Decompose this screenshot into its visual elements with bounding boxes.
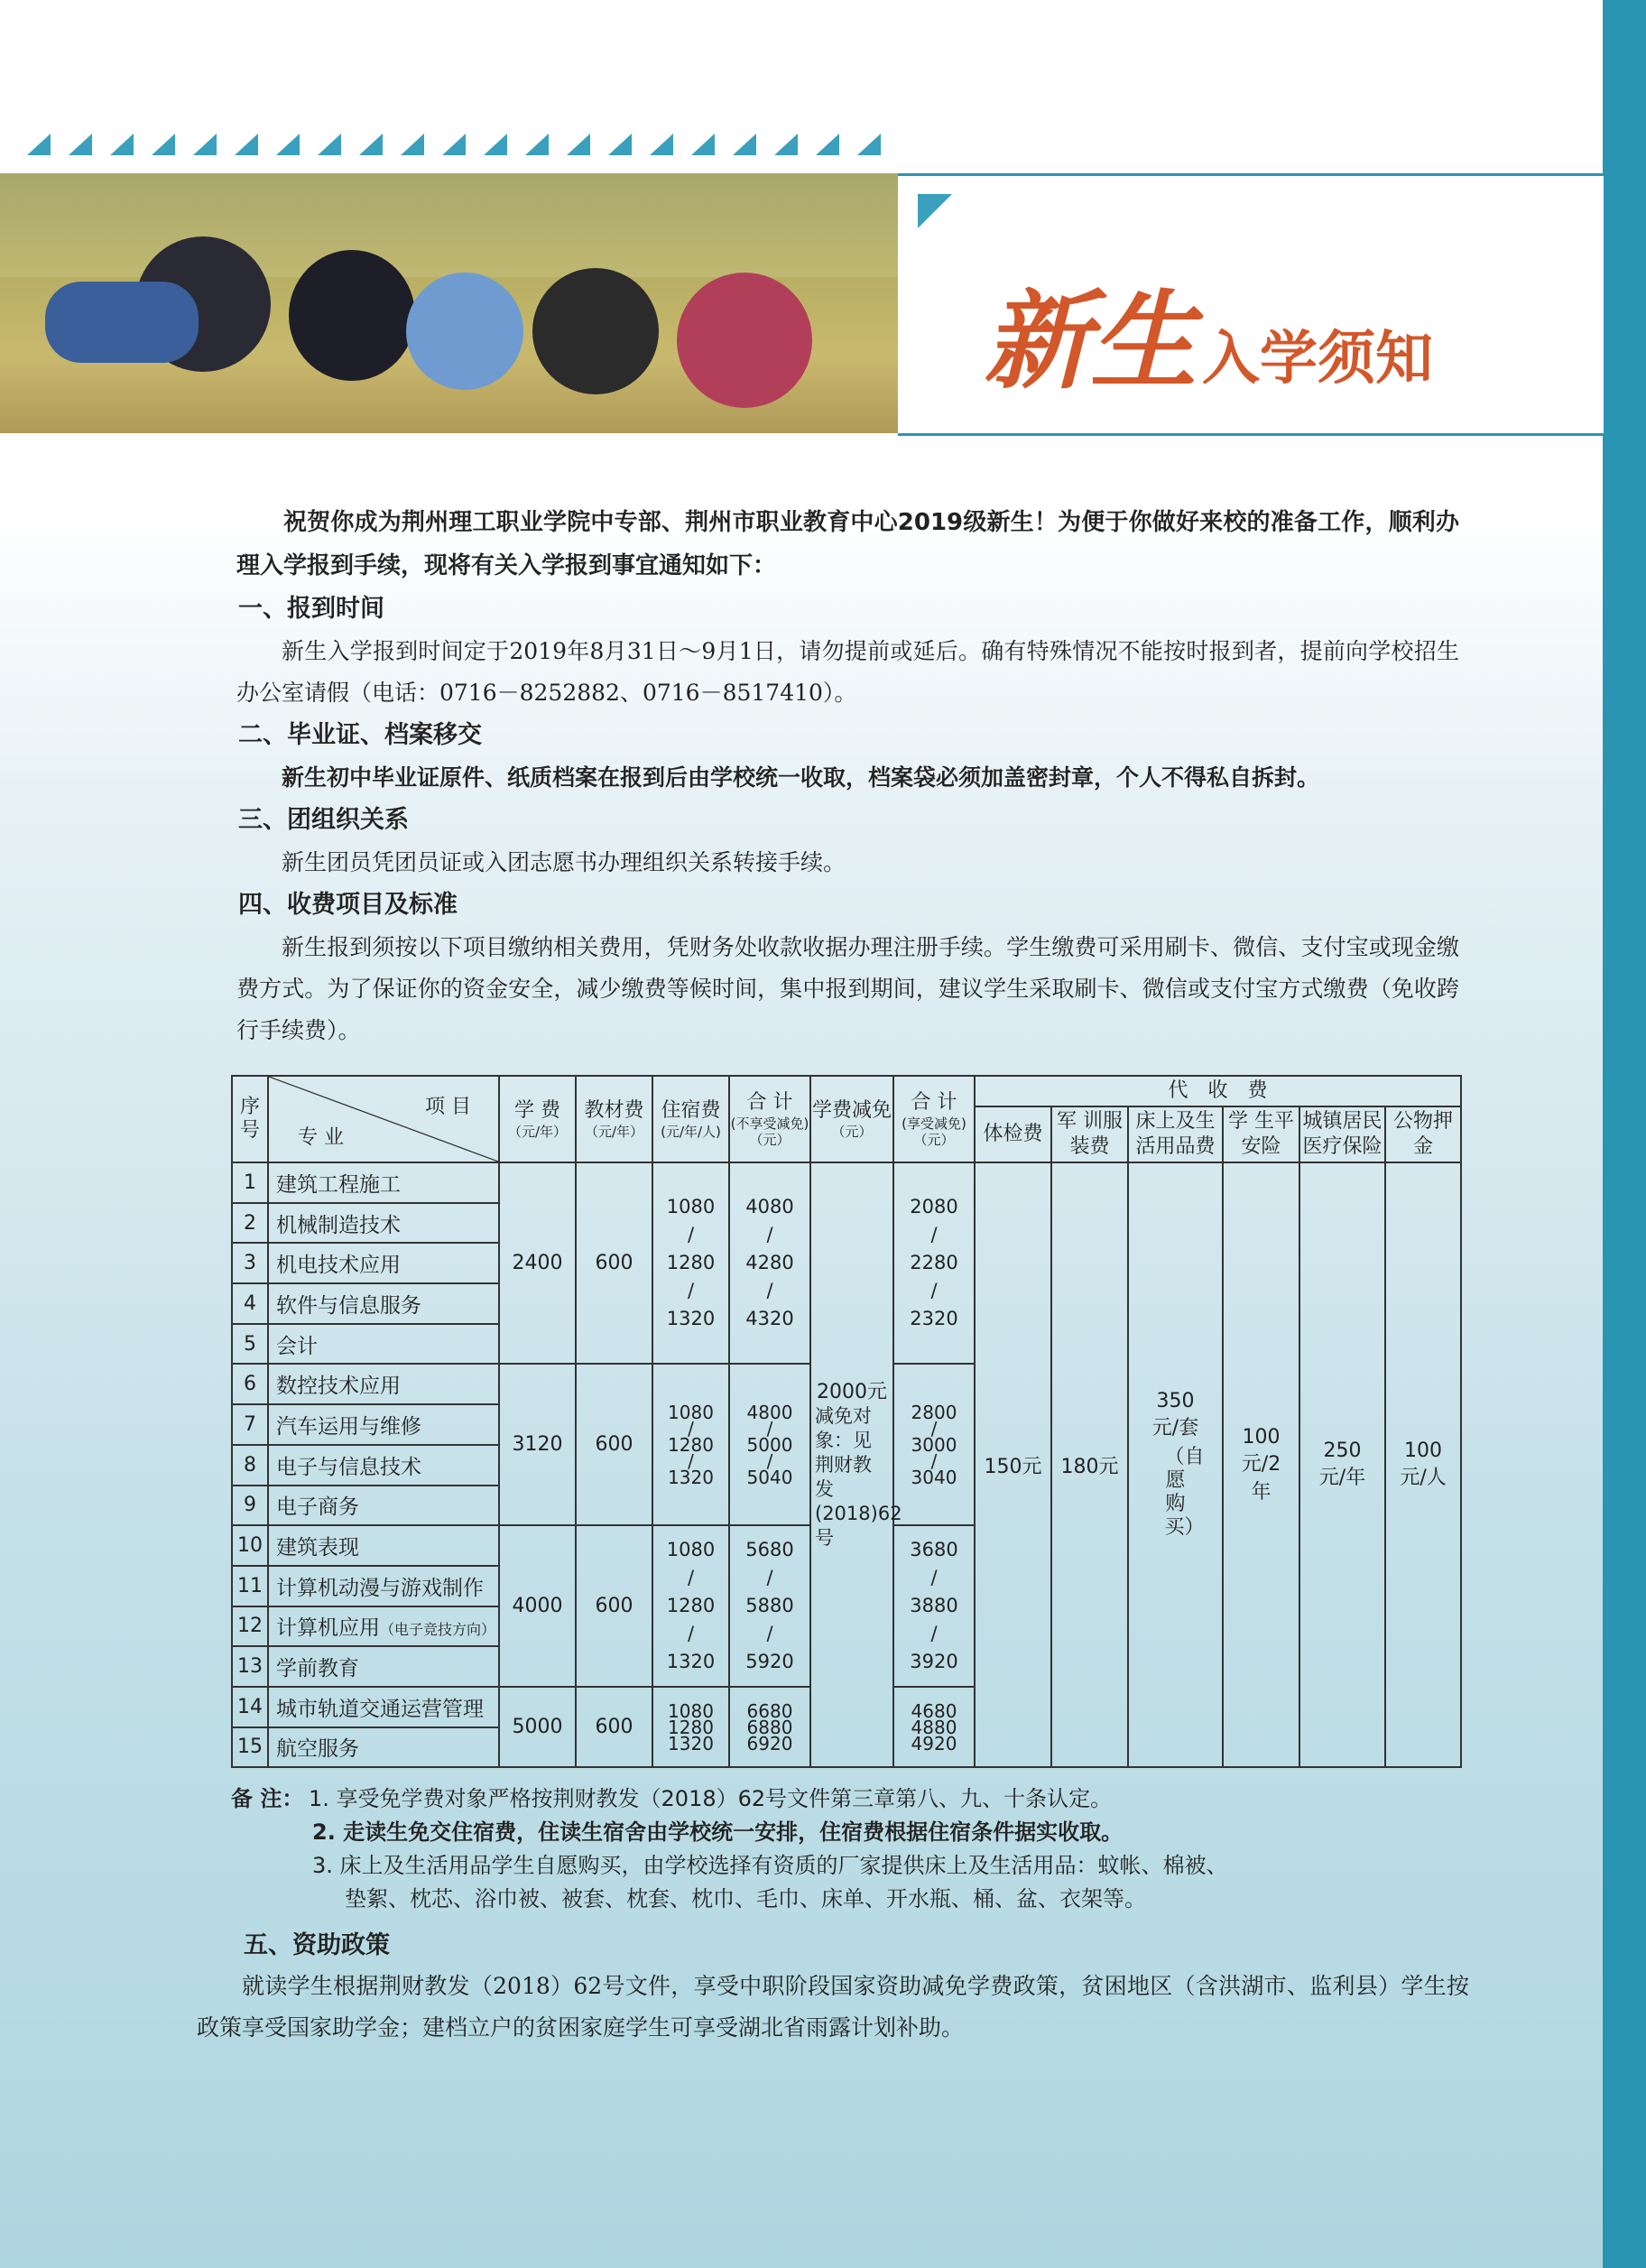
dorm-cell-line: / — [687, 1567, 695, 1589]
triangle-decoration — [774, 134, 798, 155]
row-seq: 10 — [232, 1525, 268, 1566]
bedding-price: 350元/套 — [1151, 1390, 1199, 1440]
section-body: 新生团员凭团员证或入团志愿书办理组织关系转接手续。 — [282, 849, 846, 875]
total-waiver-cell-line: / — [930, 1280, 938, 1302]
row-seq: 11 — [232, 1566, 268, 1606]
row-major — [268, 1404, 499, 1445]
total-no-waiver-cell — [729, 1687, 810, 1767]
main-text — [236, 501, 1459, 1051]
header-major: 专 业 — [298, 1126, 344, 1149]
triangle-decoration — [608, 134, 632, 155]
header-seq: 序号 — [232, 1076, 268, 1162]
major-name: 汽车运用与维修 — [276, 1414, 421, 1439]
side-accent-bar — [1603, 0, 1646, 2268]
row-major — [268, 1324, 499, 1365]
total-waiver-cell — [893, 1687, 975, 1767]
deposit-cell-text: 100元/人 — [1400, 1439, 1447, 1490]
row-major — [268, 1727, 499, 1768]
row-major — [268, 1486, 499, 1526]
total-waiver-cell-line: 3920 — [910, 1651, 958, 1673]
row-seq: 14 — [232, 1687, 268, 1727]
major-name: 航空服务 — [276, 1737, 359, 1762]
row-seq: 13 — [232, 1646, 268, 1687]
insurance-cell — [1223, 1162, 1299, 1767]
section-body: 新生入学报到时间定于2019年8月31日～9月1日，请勿提前或延后。确有特殊情况不能按时报到者，提前向学校招生办公室请假（电话：0716－8252882、0716－8517410）。 — [236, 638, 1459, 706]
note-row — [231, 1782, 1494, 1816]
dorm-cell — [652, 1162, 729, 1364]
tuition-cell: 2400 — [499, 1162, 576, 1364]
total-no-waiver-cell-line: 4280 — [745, 1252, 794, 1274]
total-no-waiver-cell-line: / — [766, 1449, 773, 1472]
header-total-waiver: 合 计 (享受减免) （元） — [893, 1076, 975, 1162]
dorm-cell-line: 1320 — [668, 1466, 714, 1488]
note-2: 2. 走读生免交住宿费，住读生宿舍由学校统一安排，住宿费根据住宿条件据实收取。 — [312, 1819, 1124, 1845]
total-waiver-cell-line: 4880 — [911, 1716, 957, 1738]
dorm-cell — [652, 1687, 729, 1767]
total-no-waiver-cell-line: 6680 — [746, 1699, 793, 1722]
total-no-waiver-cell-line: 5040 — [746, 1466, 793, 1488]
row-major — [268, 1445, 499, 1486]
header-photo — [0, 173, 898, 433]
total-waiver-cell-line: / — [930, 1567, 938, 1589]
dorm-cell-line: 1280 — [666, 1252, 716, 1274]
header-total-no-waiver: 合 计 (不享受减免) （元） — [729, 1076, 810, 1162]
total-waiver-cell-line: 3000 — [911, 1433, 957, 1456]
dorm-cell-line: 1280 — [666, 1595, 716, 1617]
total-no-waiver-cell-line: 5920 — [745, 1651, 794, 1673]
row-major — [268, 1203, 499, 1244]
total-no-waiver-cell-line: 4080 — [745, 1196, 794, 1218]
section-heading: 二、毕业证、档案移交 — [238, 721, 482, 749]
waiver-note: 减免对象：见荆财教发(2018)62号 — [815, 1404, 902, 1549]
total-no-waiver-cell-line: 4320 — [745, 1308, 794, 1330]
total-waiver-cell-line: 3880 — [910, 1595, 958, 1617]
triangle-decoration — [691, 134, 715, 155]
triangle-decoration — [318, 134, 341, 155]
triangle-decoration — [857, 134, 881, 155]
dorm-cell-line: / — [688, 1449, 694, 1472]
title-triangle-decoration — [918, 194, 952, 228]
section-heading: 三、团组织关系 — [238, 806, 409, 834]
insurance-cell-text: 100元/2年 — [1241, 1425, 1281, 1504]
page-title — [984, 255, 1433, 409]
triangle-decoration-row — [27, 134, 893, 157]
total-waiver-cell-line: / — [930, 1224, 938, 1246]
total-waiver-cell — [893, 1364, 975, 1525]
total-waiver-cell-line: 2080 — [910, 1196, 958, 1218]
header-item: 项 目 — [425, 1096, 471, 1118]
triangle-decoration — [359, 134, 383, 155]
uniform-cell: 180元 — [1051, 1162, 1128, 1767]
header-uniform: 军 训服装费 — [1051, 1106, 1128, 1162]
books-cell: 600 — [576, 1525, 652, 1687]
total-no-waiver-cell-line: / — [766, 1224, 773, 1246]
books-cell: 600 — [576, 1687, 652, 1767]
header-bedding: 床上及生活用品费 — [1128, 1106, 1223, 1162]
dorm-cell-line: / — [687, 1623, 695, 1645]
total-waiver-cell-line: 3680 — [910, 1539, 958, 1561]
triangle-decoration — [235, 134, 258, 155]
note-3a: 3. 床上及生活用品学生自愿购买，由学校选择有资质的厂家提供床上及生活用品：蚊帐、棉被、 — [312, 1853, 1228, 1878]
total-no-waiver-cell-line: 5680 — [745, 1539, 794, 1561]
notes — [231, 1782, 1494, 1916]
header-tuition: 学 费 （元/年） — [499, 1076, 576, 1162]
section-body: 新生报到须按以下项目缴纳相关费用，凭财务处收款收据办理注册手续。学生缴费可采用刷卡、微信、支付宝或现金缴费方式。为了保证你的资金安全，减少缴费等候时间，集中报到期间，建议学生采取刷卡、微信或支付宝方式缴费（免收跨行手续费）。 — [236, 934, 1459, 1043]
dorm-cell-line: 1280 — [668, 1433, 714, 1456]
total-waiver-cell-line: / — [930, 1449, 938, 1472]
major-name: 数控技术应用 — [276, 1375, 401, 1399]
row-major — [268, 1162, 499, 1203]
row-major — [268, 1283, 499, 1324]
total-no-waiver-cell — [729, 1162, 810, 1364]
header-item-major — [268, 1076, 499, 1162]
triangle-decoration — [816, 134, 839, 155]
photo-person — [289, 250, 415, 381]
deposit-cell — [1385, 1162, 1461, 1767]
triangle-decoration — [484, 134, 507, 155]
row-seq: 3 — [232, 1243, 268, 1283]
total-no-waiver-cell-line: 6880 — [746, 1716, 793, 1738]
row-major — [268, 1566, 499, 1606]
header-collected-fees: 代 收 费 — [975, 1076, 1461, 1106]
total-no-waiver-cell-line: / — [766, 1417, 773, 1439]
major-name: 机电技术应用 — [276, 1254, 401, 1278]
total-waiver-cell — [893, 1525, 975, 1687]
section-heading: 一、报到时间 — [238, 595, 384, 623]
bedding-note: （自愿购买） — [1164, 1446, 1205, 1540]
section-heading: 五、资助政策 — [244, 1931, 390, 1959]
row-seq: 5 — [232, 1324, 268, 1365]
tuition-cell: 4000 — [499, 1525, 576, 1687]
row-seq: 15 — [232, 1727, 268, 1768]
major-name: 学前教育 — [276, 1657, 359, 1681]
header-dorm: 住宿费 (元/年/人) — [652, 1076, 729, 1162]
total-no-waiver-cell-line: 5000 — [746, 1433, 793, 1456]
row-major — [268, 1646, 499, 1687]
books-cell: 600 — [576, 1162, 652, 1364]
total-no-waiver-cell-line: 4800 — [746, 1401, 793, 1423]
total-no-waiver-cell-line: 5880 — [745, 1595, 794, 1617]
header-insurance: 学 生平安险 — [1223, 1106, 1299, 1162]
total-waiver-cell-line: 2800 — [911, 1401, 957, 1423]
photo-person — [406, 273, 523, 390]
dorm-cell-line: 1080 — [666, 1539, 716, 1561]
medical-cell — [1299, 1162, 1385, 1767]
intro-paragraph: 祝贺你成为荆州理工职业学院中专部、荆州市职业教育中心2019级新生！为便于你做好来校的准备工作，顺利办理入学报到手续，现将有关入学报到事宜通知如下： — [236, 509, 1459, 579]
total-no-waiver-cell-line: / — [766, 1280, 773, 1302]
row-major — [268, 1525, 499, 1566]
title-box — [898, 173, 1604, 436]
triangle-decoration — [193, 134, 217, 155]
row-seq: 9 — [232, 1486, 268, 1526]
total-no-waiver-cell-line: / — [766, 1567, 773, 1589]
total-no-waiver-cell — [729, 1364, 810, 1525]
triangle-decoration — [27, 134, 51, 155]
dorm-cell-line: 1320 — [666, 1308, 716, 1330]
notes-lead: 备 注： — [231, 1786, 304, 1811]
total-waiver-cell-line: 3040 — [911, 1466, 957, 1488]
total-waiver-cell-line: 4920 — [911, 1732, 957, 1754]
triangle-decoration — [525, 134, 549, 155]
photo-person — [45, 282, 199, 363]
major-name: 软件与信息服务 — [276, 1293, 421, 1318]
tuition-cell: 5000 — [499, 1687, 576, 1767]
row-major — [268, 1606, 499, 1647]
table-row — [232, 1162, 1461, 1203]
major-name: 建筑表现 — [276, 1536, 359, 1560]
triangle-decoration — [401, 134, 424, 155]
total-waiver-cell-line: 4680 — [911, 1699, 957, 1722]
dorm-cell-line: / — [687, 1280, 695, 1302]
waiver-amount: 2000元 — [817, 1380, 887, 1403]
row-major — [268, 1364, 499, 1404]
dorm-cell — [652, 1364, 729, 1525]
triangle-decoration — [650, 134, 673, 155]
section-body: 新生初中毕业证原件、纸质档案在报到后由学校统一收取，档案袋必须加盖密封章，个人不得私自拆封。 — [282, 764, 1320, 791]
page-title-sub: 入学须知 — [1202, 326, 1434, 393]
medical-cell-text: 250元/年 — [1318, 1439, 1366, 1490]
fee-table — [231, 1075, 1462, 1768]
note-3b: 垫絮、枕芯、浴巾被、被套、枕套、枕巾、毛巾、床单、开水瓶、桶、盆、衣架等。 — [345, 1886, 1146, 1912]
row-major — [268, 1243, 499, 1283]
major-name: 会计 — [276, 1334, 318, 1358]
triangle-decoration — [69, 134, 92, 155]
row-seq: 4 — [232, 1283, 268, 1324]
dorm-cell-line: 1280 — [668, 1716, 714, 1738]
triangle-decoration — [152, 134, 175, 155]
dorm-cell — [652, 1525, 729, 1687]
photo-background — [0, 173, 898, 277]
major-name: 建筑工程施工 — [276, 1172, 401, 1197]
header-waiver: 学费减免 （元） — [810, 1076, 893, 1162]
page-title-main: 新生 — [984, 278, 1198, 403]
section-heading: 四、收费项目及标准 — [238, 891, 458, 919]
dorm-cell-line: / — [688, 1417, 694, 1439]
major-name: 机械制造技术 — [276, 1213, 401, 1237]
total-no-waiver-cell-line: / — [766, 1623, 773, 1645]
total-waiver-cell-line: / — [930, 1417, 938, 1439]
triangle-decoration — [110, 134, 134, 155]
dorm-cell-line: 1320 — [668, 1732, 714, 1754]
dorm-cell-line: 1080 — [666, 1196, 716, 1218]
dorm-cell-line: 1320 — [666, 1651, 716, 1673]
exam-cell: 150元 — [975, 1162, 1051, 1767]
photo-person — [532, 268, 659, 394]
row-seq: 1 — [232, 1162, 268, 1203]
total-waiver-cell-line: / — [930, 1623, 938, 1645]
row-seq: 8 — [232, 1445, 268, 1486]
header-exam: 体检费 — [975, 1106, 1051, 1162]
row-seq: 7 — [232, 1404, 268, 1445]
triangle-decoration — [567, 134, 590, 155]
dorm-cell-line: / — [687, 1224, 695, 1246]
triangle-decoration — [442, 134, 466, 155]
row-major — [268, 1687, 499, 1727]
dorm-cell-line: 1080 — [668, 1401, 714, 1423]
note-1: 1. 享受免学费对象严格按荆财教发（2018）62号文件第三章第八、九、十条认定。 — [309, 1786, 1113, 1811]
major-name: 电子商务 — [276, 1495, 359, 1520]
header-deposit: 公物押金 — [1385, 1106, 1461, 1162]
row-seq: 12 — [232, 1606, 268, 1647]
bedding-cell — [1128, 1162, 1223, 1767]
section-body: 就读学生根据荆财教发（2018）62号文件，享受中职阶段国家资助减免学费政策，贫困地区（含洪湖市、监利县）学生按政策享受国家助学金；建档立户的贫困家庭学生可享受湖北省雨露计划补助。 — [197, 1973, 1469, 2041]
major-note: （电子竞技方向） — [380, 1621, 496, 1639]
triangle-decoration — [276, 134, 300, 155]
total-no-waiver-cell-line: 6920 — [746, 1732, 793, 1754]
header-medical: 城镇居民医疗保险 — [1299, 1106, 1385, 1162]
triangle-decoration — [733, 134, 756, 155]
major-name: 城市轨道交通运营管理 — [276, 1697, 484, 1721]
row-seq: 2 — [232, 1203, 268, 1244]
major-name: 电子与信息技术 — [276, 1455, 421, 1479]
dorm-cell-line: 1080 — [668, 1699, 714, 1722]
books-cell: 600 — [576, 1364, 652, 1525]
waiver-cell — [810, 1162, 902, 1767]
row-seq: 6 — [232, 1364, 268, 1404]
header-books: 教材费 （元/年） — [576, 1076, 652, 1162]
major-name: 计算机动漫与游戏制作 — [276, 1576, 484, 1600]
photo-person — [677, 273, 812, 408]
total-no-waiver-cell — [729, 1525, 810, 1687]
total-waiver-cell-line: 2320 — [910, 1308, 958, 1330]
tuition-cell: 3120 — [499, 1364, 576, 1525]
total-waiver-cell — [893, 1162, 975, 1364]
major-name: 计算机应用 — [276, 1616, 380, 1641]
total-waiver-cell-line: 2280 — [910, 1252, 958, 1274]
